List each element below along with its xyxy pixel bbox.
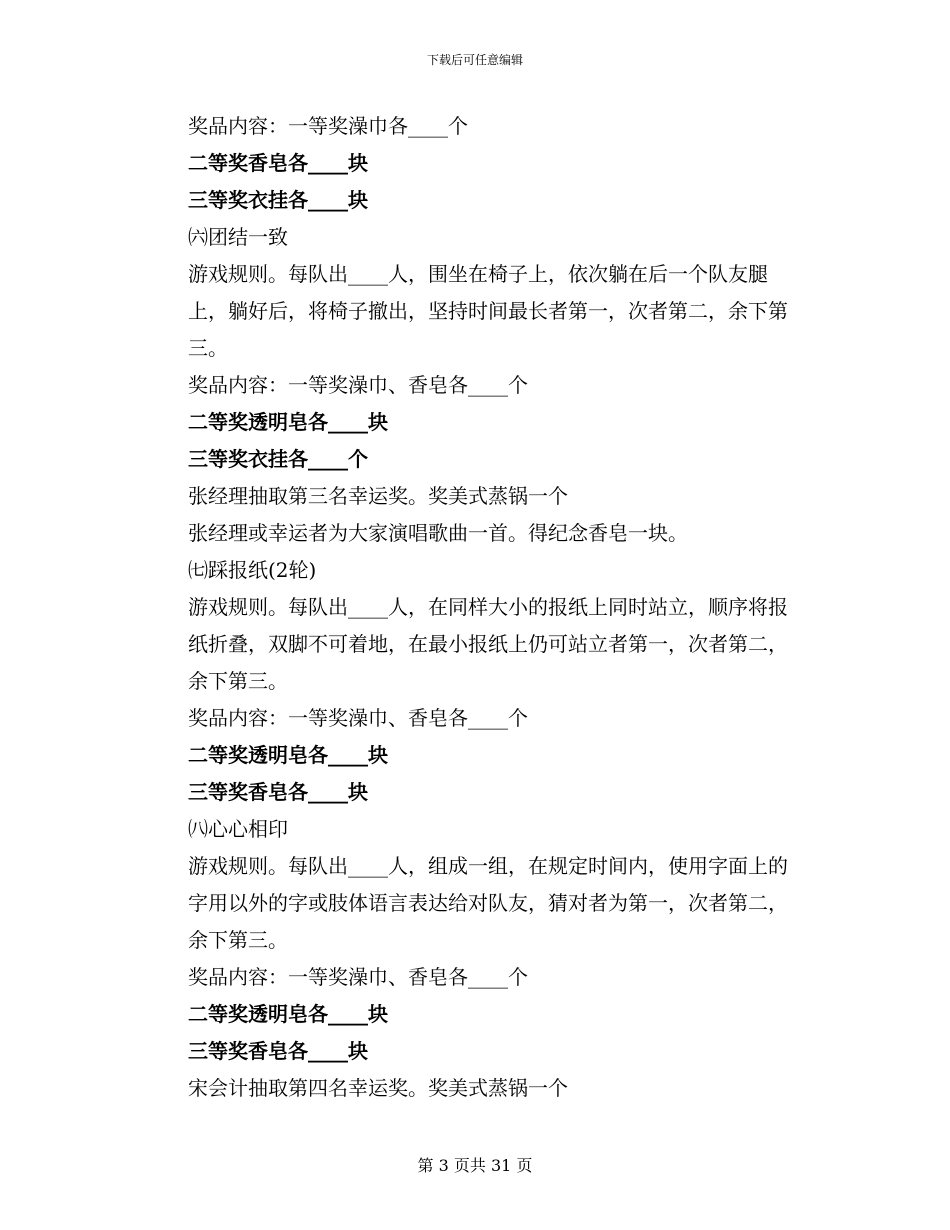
paragraph-prize-2: 二等奖透明皂各____块 bbox=[188, 1002, 388, 1026]
section-heading-6: ㈥团结一致 bbox=[188, 225, 288, 249]
paragraph-rules-7: 游戏规则。每队出____人，在同样大小的报纸上同时站立，顺序将报纸折叠，双脚不可着地，在最小报纸上仍可站立者第一，次者第二，余下第三。 bbox=[188, 595, 788, 693]
paragraph-prize-3: 三等奖衣挂各____块 bbox=[188, 188, 368, 212]
paragraph-prize-1: 奖品内容：一等奖澡巾、香皂各____个 bbox=[188, 373, 528, 397]
paragraph-lucky-draw: 张经理抽取第三名幸运奖。奖美式蒸锅一个 bbox=[188, 484, 568, 508]
paragraph-rules-6: 游戏规则。每队出____人，围坐在椅子上，依次躺在后一个队友腿上，躺好后，将椅子撤出，坚持时间最长者第一，次者第二，余下第三。 bbox=[188, 262, 788, 360]
paragraph-prize-3: 三等奖香皂各____块 bbox=[188, 780, 368, 804]
document-body bbox=[143, 108, 795, 1107]
page-header: 下载后可任意编辑 bbox=[426, 53, 523, 67]
paragraph-prize-3: 三等奖香皂各____块 bbox=[188, 1039, 368, 1063]
paragraph-song: 张经理或幸运者为大家演唱歌曲一首。得纪念香皂一块。 bbox=[188, 521, 688, 545]
page-footer: 第 3 页共 31 页 bbox=[417, 1156, 533, 1175]
paragraph-prize-1: 奖品内容：一等奖澡巾各____个 bbox=[188, 114, 468, 138]
section-heading-8: ㈧心心相印 bbox=[188, 817, 288, 841]
paragraph-prize-1: 奖品内容：一等奖澡巾、香皂各____个 bbox=[188, 706, 528, 730]
paragraph-prize-1: 奖品内容：一等奖澡巾、香皂各____个 bbox=[188, 965, 528, 989]
section-heading-7: ㈦踩报纸(2轮) bbox=[188, 558, 317, 582]
paragraph-prize-2: 二等奖透明皂各____块 bbox=[188, 743, 388, 767]
paragraph-lucky-draw: 宋会计抽取第四名幸运奖。奖美式蒸锅一个 bbox=[188, 1076, 568, 1100]
paragraph-prize-2: 二等奖香皂各____块 bbox=[188, 151, 368, 175]
paragraph-prize-2: 二等奖透明皂各____块 bbox=[188, 410, 388, 434]
paragraph-prize-3: 三等奖衣挂各____个 bbox=[188, 447, 368, 471]
paragraph-rules-8: 游戏规则。每队出____人，组成一组，在规定时间内，使用字面上的字用以外的字或肢体语言表达给对队友，猜对者为第一，次者第二，余下第三。 bbox=[188, 854, 788, 952]
